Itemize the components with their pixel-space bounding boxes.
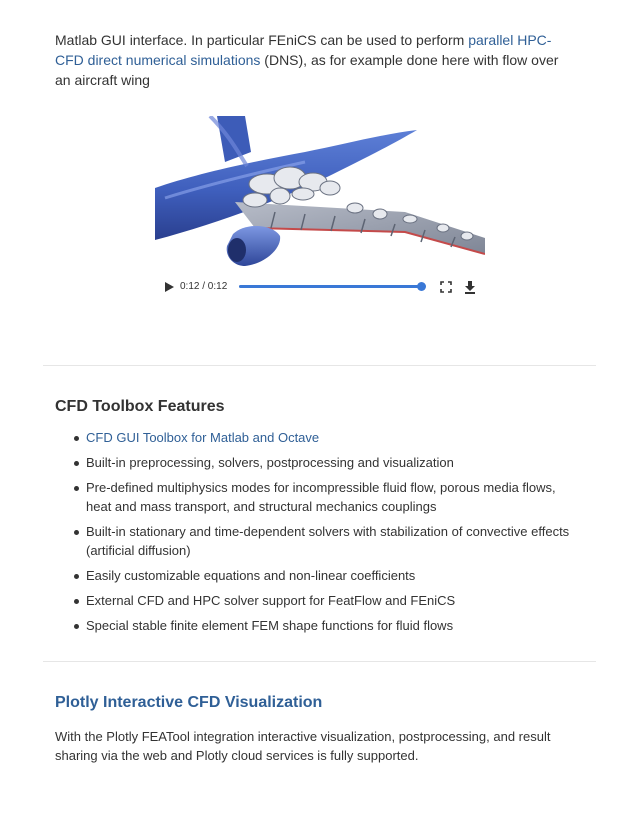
- list-item: Built-in stationary and time-dependent solvers with stabilization of convective effects (artificial diffusion): [55, 522, 575, 560]
- video-progress-fill: [239, 285, 421, 288]
- cfd-toolbox-features-list: [55, 428, 575, 641]
- video-progress-bar[interactable]: [239, 285, 421, 288]
- list-item: External CFD and HPC solver support for FeatFlow and FEniCS: [55, 591, 575, 610]
- aircraft-wing-flow-simulation-image: [155, 116, 485, 272]
- list-item: Pre-defined multiphysics modes for incompressible fluid flow, porous media flows, heat and mass transport, and structural mechanics couplings: [55, 478, 575, 516]
- download-icon[interactable]: [463, 280, 477, 294]
- intro-text-before: Matlab GUI interface. In particular FEniCS can be used to perform: [55, 32, 469, 48]
- list-item: [55, 428, 575, 447]
- section-divider: [43, 365, 596, 366]
- plotly-description: With the Plotly FEATool integration interactive visualization, postprocessing, and result sharing via the web and Plotly cloud services is fully supported.: [55, 729, 551, 763]
- intro-text-after: (DNS), as for example done here with flow over an aircraft wing: [55, 52, 559, 88]
- list-item: Easily customizable equations and non-linear coefficients: [55, 566, 575, 585]
- video-frame[interactable]: [155, 116, 485, 272]
- intro-paragraph: [55, 30, 575, 90]
- video-progress-thumb[interactable]: [417, 282, 426, 291]
- list-item: Special stable finite element FEM shape functions for fluid flows: [55, 616, 575, 635]
- plotly-cfd-visualization-heading: Plotly Interactive CFD Visualization: [55, 694, 323, 711]
- video-time-display: 0:12 / 0:12: [180, 281, 228, 292]
- hpc-cfd-dns-link[interactable]: parallel HPC-CFD direct numerical simulations: [55, 32, 552, 68]
- cfd-gui-toolbox-link[interactable]: CFD GUI Toolbox for Matlab and Octave: [86, 430, 320, 445]
- section-divider: [43, 661, 596, 662]
- video-controls: [155, 276, 485, 298]
- list-item: Built-in preprocessing, solvers, postprocessing and visualization: [55, 453, 575, 472]
- cfd-toolbox-features-heading: CFD Toolbox Features: [55, 398, 225, 415]
- play-icon[interactable]: [163, 281, 175, 293]
- fullscreen-icon[interactable]: [440, 281, 452, 293]
